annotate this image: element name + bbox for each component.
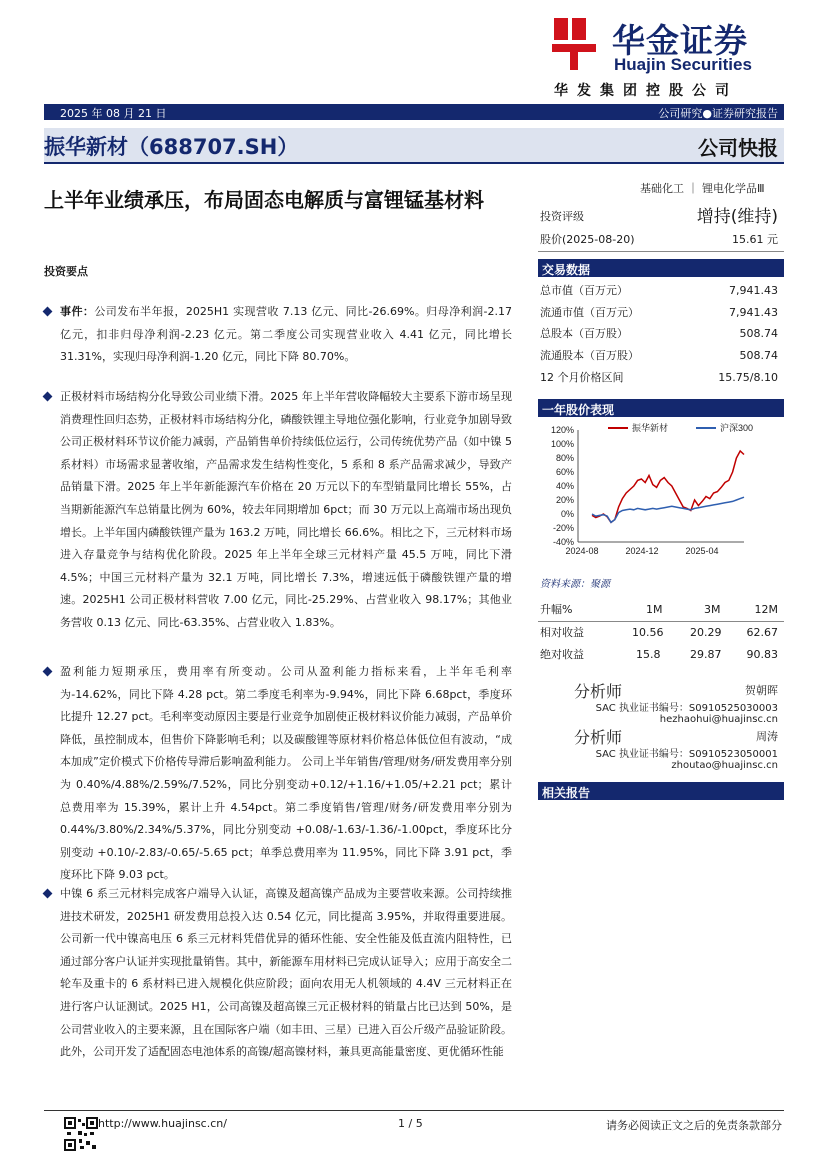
- page-number: 1 / 5: [398, 1117, 423, 1130]
- perf-row-label: 绝对收益: [540, 648, 584, 661]
- series-line-0: [592, 451, 744, 522]
- analyst-name: 贺朝晖: [745, 684, 778, 697]
- footer-url[interactable]: http://www.huajinsc.cn/: [98, 1117, 227, 1130]
- report-date: 2025 年 08 月 21 日: [60, 107, 167, 120]
- y-tick-label: -20%: [552, 523, 574, 533]
- bullet-lead: 事件：: [60, 305, 95, 318]
- y-tick-label: 100%: [550, 439, 574, 449]
- perf-col-label: 1M: [646, 603, 663, 616]
- rating-value: 增持(维持): [696, 207, 778, 227]
- perf-value: 62.67: [746, 626, 778, 639]
- trade-value: 15.75/8.10: [718, 371, 778, 384]
- perf-col-label: 3M: [704, 603, 721, 616]
- huajin-logo-icon: [548, 14, 606, 72]
- perf-value: 29.87: [690, 648, 722, 661]
- trade-label: 总市值（百万元）: [540, 284, 628, 297]
- trade-data-header: [538, 259, 784, 277]
- diamond-bullet-icon: [43, 667, 53, 677]
- bullet-text: 正极材料市场结构分化导致公司业绩下滑。2025 年上半年营收降幅较大主要系下游市场呈现消费理性回归态势，正极材料市场结构分化，磷酸铁锂主导地位强化影响，行业竞争加剧导致公司正极材料环节议价能力减弱，产品销售单价持续低位运行，公司传统优势产品（如中镍 5 系材料）市场需求显著收缩，产品需求发生结构性变化，5 系和 8 系产品需求减少，导致产品销量下滑。2025 年上半年新能源汽车价格在 20 万元以下的车型销量同比增长 55%，占当期新能源汽车总销量比例为 60%，较去年同期增加 6pct；而 30 万元以上高端市场出现负增长。上半年国内磷酸铁锂产量为 163.2 万吨，同比增长 66.6%。相比之下，三元材料市场进入存量竞争与结构优化阶段。2025 年上半年全球三元材料产量 45.5 万吨，同比下滑 4.5%；中国三元材料产量为 32.1 万吨，同比增长 7.3%，增速远低于磷酸铁锂产量的增速。2025H1 公司正极材料营收 7.00 亿元，同比-25.29%、占营业收入 98.17%；其他业务营收 0.13 亿元、同比-63.35%、占营业收入 1.83%。: [60, 390, 512, 629]
- analyst-email[interactable]: hezhaohui@huajinsc.cn: [659, 714, 778, 725]
- footer-rule: [44, 1110, 784, 1111]
- trade-value: 7,941.43: [729, 306, 778, 319]
- bullet-text: 中镍 6 系三元材料完成客户端导入认证，高镍及超高镍产品成为主要营收来源。公司持续推进技术研发，2025H1 研发费用总投入达 0.54 亿元，同比提高 3.95%，并取得重要进展。公司新一代中镍高电压 6 系三元材料凭借优异的循环性能、安全性能及低直流内阻特性，已通过部分客户认证并实现批量销售。其中，新能源车用材料已完成认证导入；应用于高安全二轮车及重卡的 6 系材料已进入规模化供应阶段；面向农用无人机领域的 4.4V 三元材料正在进行客户认证测试。2025 H1，公司高镍及超高镍三元正极材料的销量占比已达到 50%，是公司营业收入的主要来源，且在国际客户端（如丰田、三星）已进入百公斤级产品验证阶段。此外，公司开发了适配固态电池体系的高镍/超高镍材料，兼具更高能量密度、更优循环性能: [60, 887, 512, 1059]
- bullet-technology: [44, 883, 512, 1064]
- trade-label: 12 个月价格区间: [540, 371, 624, 384]
- series-line-1: [592, 497, 744, 522]
- perf-header: [538, 399, 784, 417]
- diamond-bullet-icon: [43, 889, 53, 899]
- trade-value: 508.74: [739, 349, 778, 362]
- brand-name-en: Huajin Securities: [614, 55, 752, 74]
- y-tick-label: 120%: [550, 425, 574, 435]
- diamond-bullet-icon: [43, 392, 53, 402]
- qr-code-icon: [64, 1117, 98, 1151]
- trade-label: 流通市值（百万元）: [540, 306, 639, 319]
- diamond-bullet-icon: [43, 307, 53, 317]
- related-title: 相关报告: [542, 786, 591, 800]
- related-header: [538, 782, 784, 800]
- headline: 上半年业绩承压，布局固态电解质与富锂锰基材料: [44, 188, 484, 212]
- y-tick-label: 20%: [555, 495, 574, 505]
- group-name: 华发集团控股公司: [554, 83, 738, 99]
- stock-title: 振华新材（688707.SH）: [44, 135, 299, 159]
- perf-row-label: 相对收益: [540, 626, 584, 639]
- title-rule: [44, 162, 784, 164]
- sector-label: 基础化工 ｜ 锂电化学品Ⅲ: [640, 182, 765, 195]
- analyst-cert: SAC 执业证书编号：S0910523050001: [595, 749, 778, 760]
- perf-header-row: [540, 599, 778, 621]
- perf-value: 10.56: [632, 626, 664, 639]
- key-points-label: 投资要点: [44, 265, 88, 278]
- y-tick-label: 0%: [560, 509, 574, 519]
- divider: [538, 251, 784, 252]
- analyst-cert: SAC 执业证书编号：S0910525030003: [595, 703, 778, 714]
- x-tick-label: 2024-12: [625, 546, 659, 556]
- bullet-market: [44, 386, 512, 635]
- title-band: [44, 128, 784, 162]
- trade-row: [540, 367, 778, 388]
- trade-label: 流通股本（百万股）: [540, 349, 639, 362]
- report-type: 公司快报: [698, 136, 778, 160]
- trade-label: 总股本（百万股）: [540, 327, 628, 340]
- x-tick-label: 2024-08: [565, 546, 599, 556]
- trade-row: [540, 345, 778, 366]
- bullet-profitability: [44, 661, 512, 887]
- bullet-event: [44, 301, 512, 369]
- bullet-text: 公司发布半年报，2025H1 实现营收 7.13 亿元、同比-26.69%。归母净利润-2.17 亿元，扣非归母净利润-2.23 亿元。第二季度公司实现营业收入 4.41 亿元，同比增长 31.31%，实现归母净利润-1.20 亿元，同比下降 80.70%。: [60, 305, 512, 364]
- y-tick-label: 60%: [555, 467, 574, 477]
- trade-value: 508.74: [739, 327, 778, 340]
- trade-row: [540, 323, 778, 344]
- y-tick-label: -40%: [552, 537, 574, 547]
- legend-label: 沪深300: [720, 423, 754, 433]
- y-tick-label: 40%: [555, 481, 574, 491]
- perf-value: 90.83: [746, 648, 778, 661]
- footer-disclaimer: 请务必阅读正文之后的免责条款部分: [606, 1119, 782, 1132]
- perf-col-label: 升幅%: [540, 603, 573, 616]
- perf-title: 一年股价表现: [542, 403, 615, 417]
- analyst-label: 分析师: [574, 728, 623, 747]
- x-tick-label: 2025-04: [685, 546, 719, 556]
- y-tick-label: 80%: [555, 453, 574, 463]
- bullet-text: 盈利能力短期承压，费用率有所变动。公司从盈利能力指标来看，上半年毛利率为-14.62%，同比下降 4.28 pct。第二季度毛利率为-9.94%，同比下降 6.68pct，季度环比提升 12.27 pct。毛利率变动原因主要是行业竞争加剧使正极材料议价能力减弱，产品单价降低，虽控制成本，但售价下降影响毛利；以及碳酸锂等原材料价格总体低位但有波动，“成本加成”定价模式下价格传导滞后影响盈利能力。 公司上半年销售/管理/财务/研发费用率分别为 0.40%/4.88%/2.59%/7.52%，同比分别变动+0.12/+1.16/+1.05/+2.21 pct；累计总费用率为 15.39%，累计上升 4.54pct。第二季度销售/管理/财务/研发费用率分别为 0.44%/3.80%/2.34%/5.37%，同比分别变动 +0.08/-1.63/-1.36/-1.00pct，季度环比分别变动 +0.10/-2.83/-0.65/-5.65 pct；单季总费用率为 11.95%，同比下降 3.91 pct，季度环比下降 9.03 pct。: [60, 665, 512, 882]
- perf-value: 15.8: [636, 648, 661, 661]
- price-value: 15.61 元: [732, 233, 778, 246]
- report-category: 公司研究●证券研究报告: [658, 107, 778, 120]
- source-note: 资料来源：聚源: [540, 579, 610, 590]
- trade-row: [540, 302, 778, 323]
- brand-name-cn: 华金证券: [612, 21, 748, 60]
- analyst-name: 周涛: [756, 730, 778, 743]
- trade-value: 7,941.43: [729, 284, 778, 297]
- stock-chart: [538, 418, 784, 566]
- trade-row: [540, 280, 778, 301]
- date-bar: [44, 104, 784, 120]
- analyst-email[interactable]: zhoutao@huajinsc.cn: [671, 760, 778, 771]
- perf-row: [540, 644, 778, 666]
- rating-label: 投资评级: [540, 210, 584, 223]
- price-label: 股价(2025-08-20): [540, 233, 635, 246]
- perf-col-label: 12M: [754, 603, 778, 616]
- analyst-label: 分析师: [574, 682, 623, 701]
- perf-value: 20.29: [690, 626, 722, 639]
- legend-label: 振华新材: [632, 423, 669, 433]
- trade-data-title: 交易数据: [542, 263, 591, 277]
- perf-row: [540, 622, 778, 644]
